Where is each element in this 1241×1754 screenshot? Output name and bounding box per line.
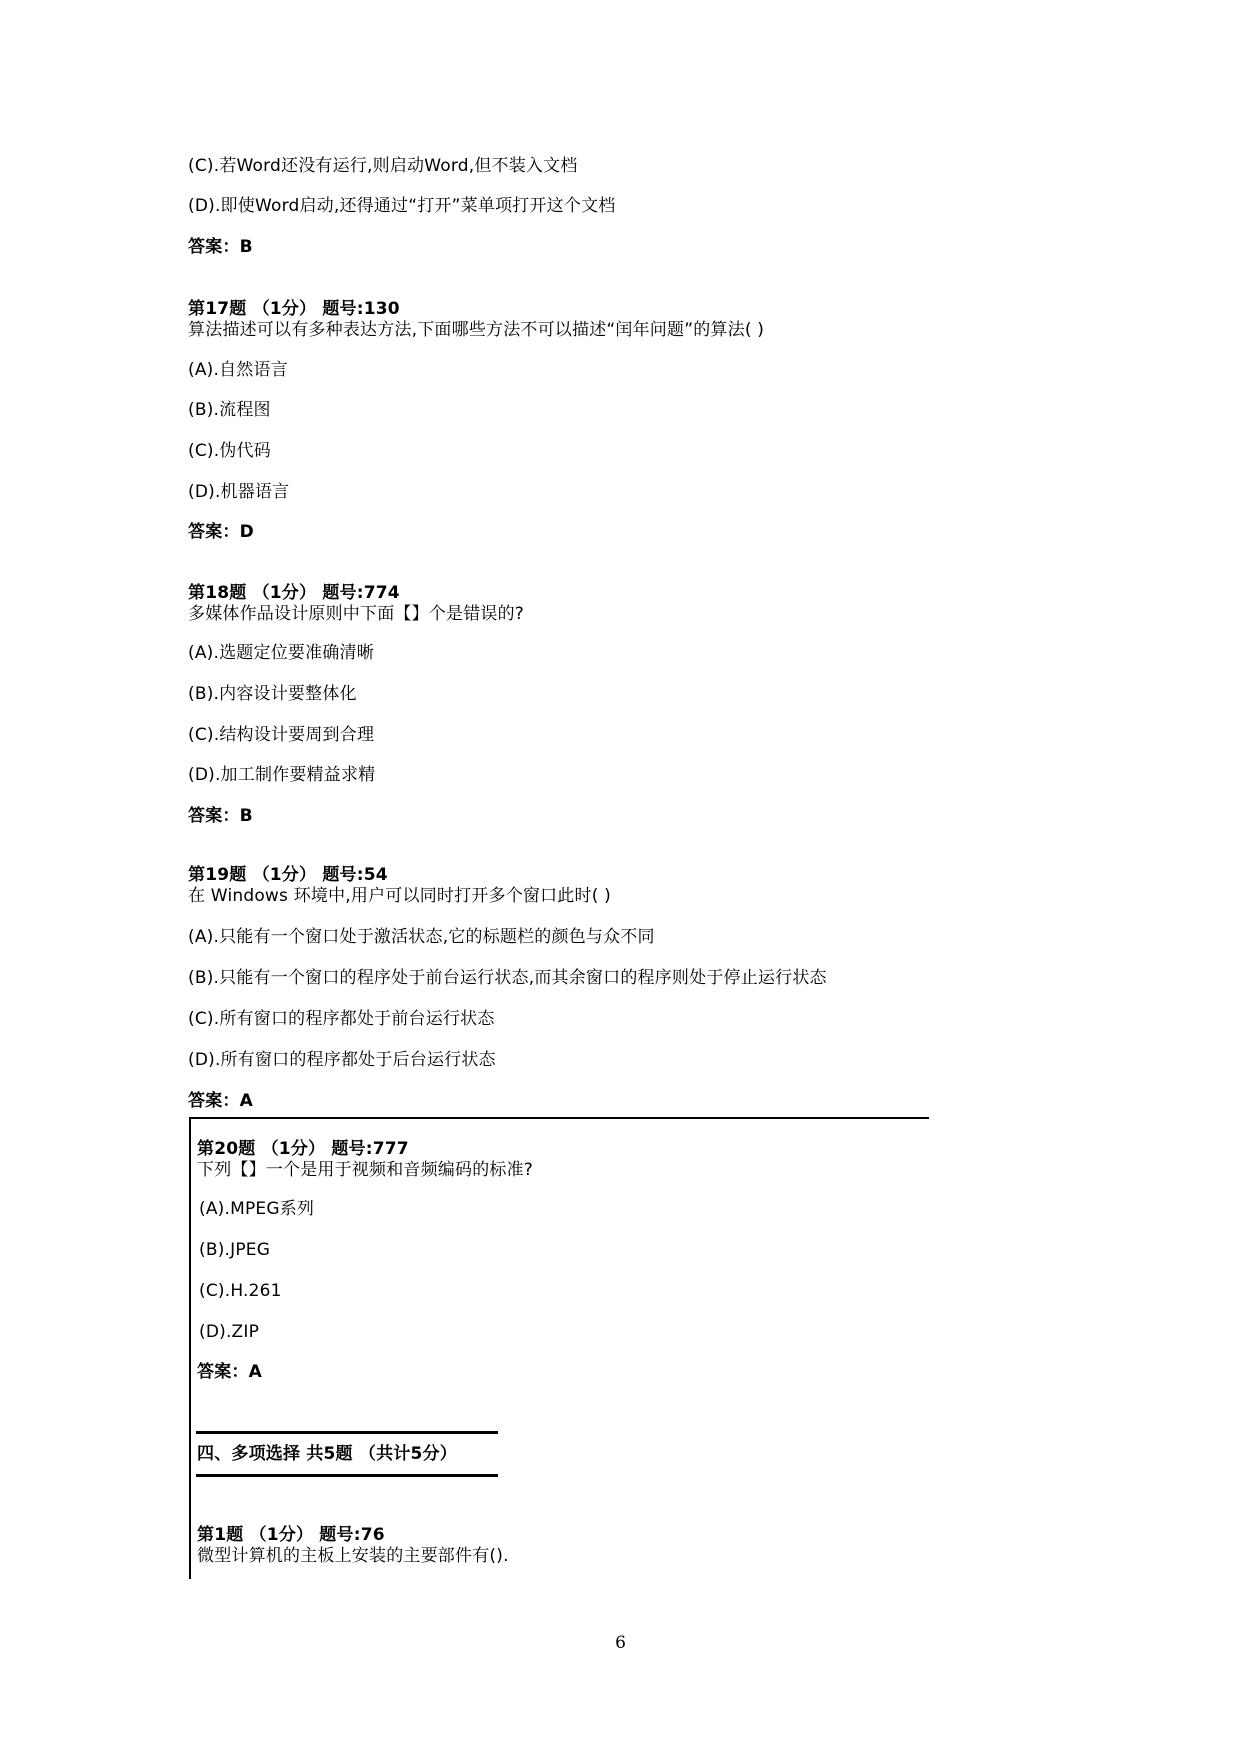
q19-option-d: (D).所有窗口的程序都处于后台运行状态 [188, 1050, 496, 1070]
q16-option-c: (C).若Word还没有运行,则启动Word,但不装入文档 [188, 156, 578, 176]
q20-stem: 下列【】一个是用于视频和音频编码的标准? [197, 1160, 534, 1180]
q18-option-c: (C).结构设计要周到合理 [188, 725, 375, 745]
section4-title: 四、多项选择 共5题 （共计5分） [197, 1444, 457, 1464]
q19-option-b: (B).只能有一个窗口的程序处于前台运行状态,而其余窗口的程序则处于停止运行状态 [188, 968, 827, 988]
q19-answer: 答案：A [188, 1091, 253, 1111]
q18-option-a: (A).选题定位要准确清晰 [188, 643, 374, 663]
q20-option-b: (B).JPEG [199, 1240, 271, 1260]
q20-option-c: (C).H.261 [199, 1281, 282, 1301]
section-rule-top [196, 1431, 498, 1434]
q20-answer: 答案：A [197, 1362, 262, 1382]
q17-header: 第17题 （1分） 题号:130 [188, 299, 400, 319]
q18-header: 第18题 （1分） 题号:774 [188, 583, 400, 603]
q18-option-d: (D).加工制作要精益求精 [188, 765, 376, 785]
page-number: 6 [615, 1633, 626, 1653]
q17-option-a: (A).自然语言 [188, 360, 288, 380]
q19-header: 第19题 （1分） 题号:54 [188, 865, 388, 885]
q17-stem: 算法描述可以有多种表达方法,下面哪些方法不可以描述“闰年问题”的算法( ) [188, 320, 765, 340]
q17-option-c: (C).伪代码 [188, 441, 271, 461]
q18-stem: 多媒体作品设计原则中下面【】个是错误的? [188, 604, 525, 624]
q16-option-d: (D).即使Word启动,还得通过“打开”菜单项打开这个文档 [188, 196, 616, 216]
q20-option-a: (A).MPEG系列 [199, 1199, 315, 1219]
q20-option-d: (D).ZIP [199, 1322, 260, 1342]
mq1-stem: 微型计算机的主板上安装的主要部件有(). [197, 1546, 509, 1566]
q18-option-b: (B).内容设计要整体化 [188, 684, 357, 704]
q19-option-c: (C).所有窗口的程序都处于前台运行状态 [188, 1009, 495, 1029]
q16-answer: 答案：B [188, 237, 253, 257]
q20-header: 第20题 （1分） 题号:777 [197, 1139, 409, 1159]
section-rule-bottom [196, 1474, 498, 1477]
q19-option-a: (A).只能有一个窗口处于激活状态,它的标题栏的颜色与众不同 [188, 927, 655, 947]
q17-option-b: (B).流程图 [188, 400, 271, 420]
q17-option-d: (D).机器语言 [188, 482, 290, 502]
q18-answer: 答案：B [188, 806, 253, 826]
q19-stem: 在 Windows 环境中,用户可以同时打开多个窗口此时( ) [188, 886, 611, 906]
q17-answer: 答案：D [188, 522, 254, 542]
framed-block [189, 1117, 929, 1579]
mq1-header: 第1题 （1分） 题号:76 [197, 1525, 385, 1545]
